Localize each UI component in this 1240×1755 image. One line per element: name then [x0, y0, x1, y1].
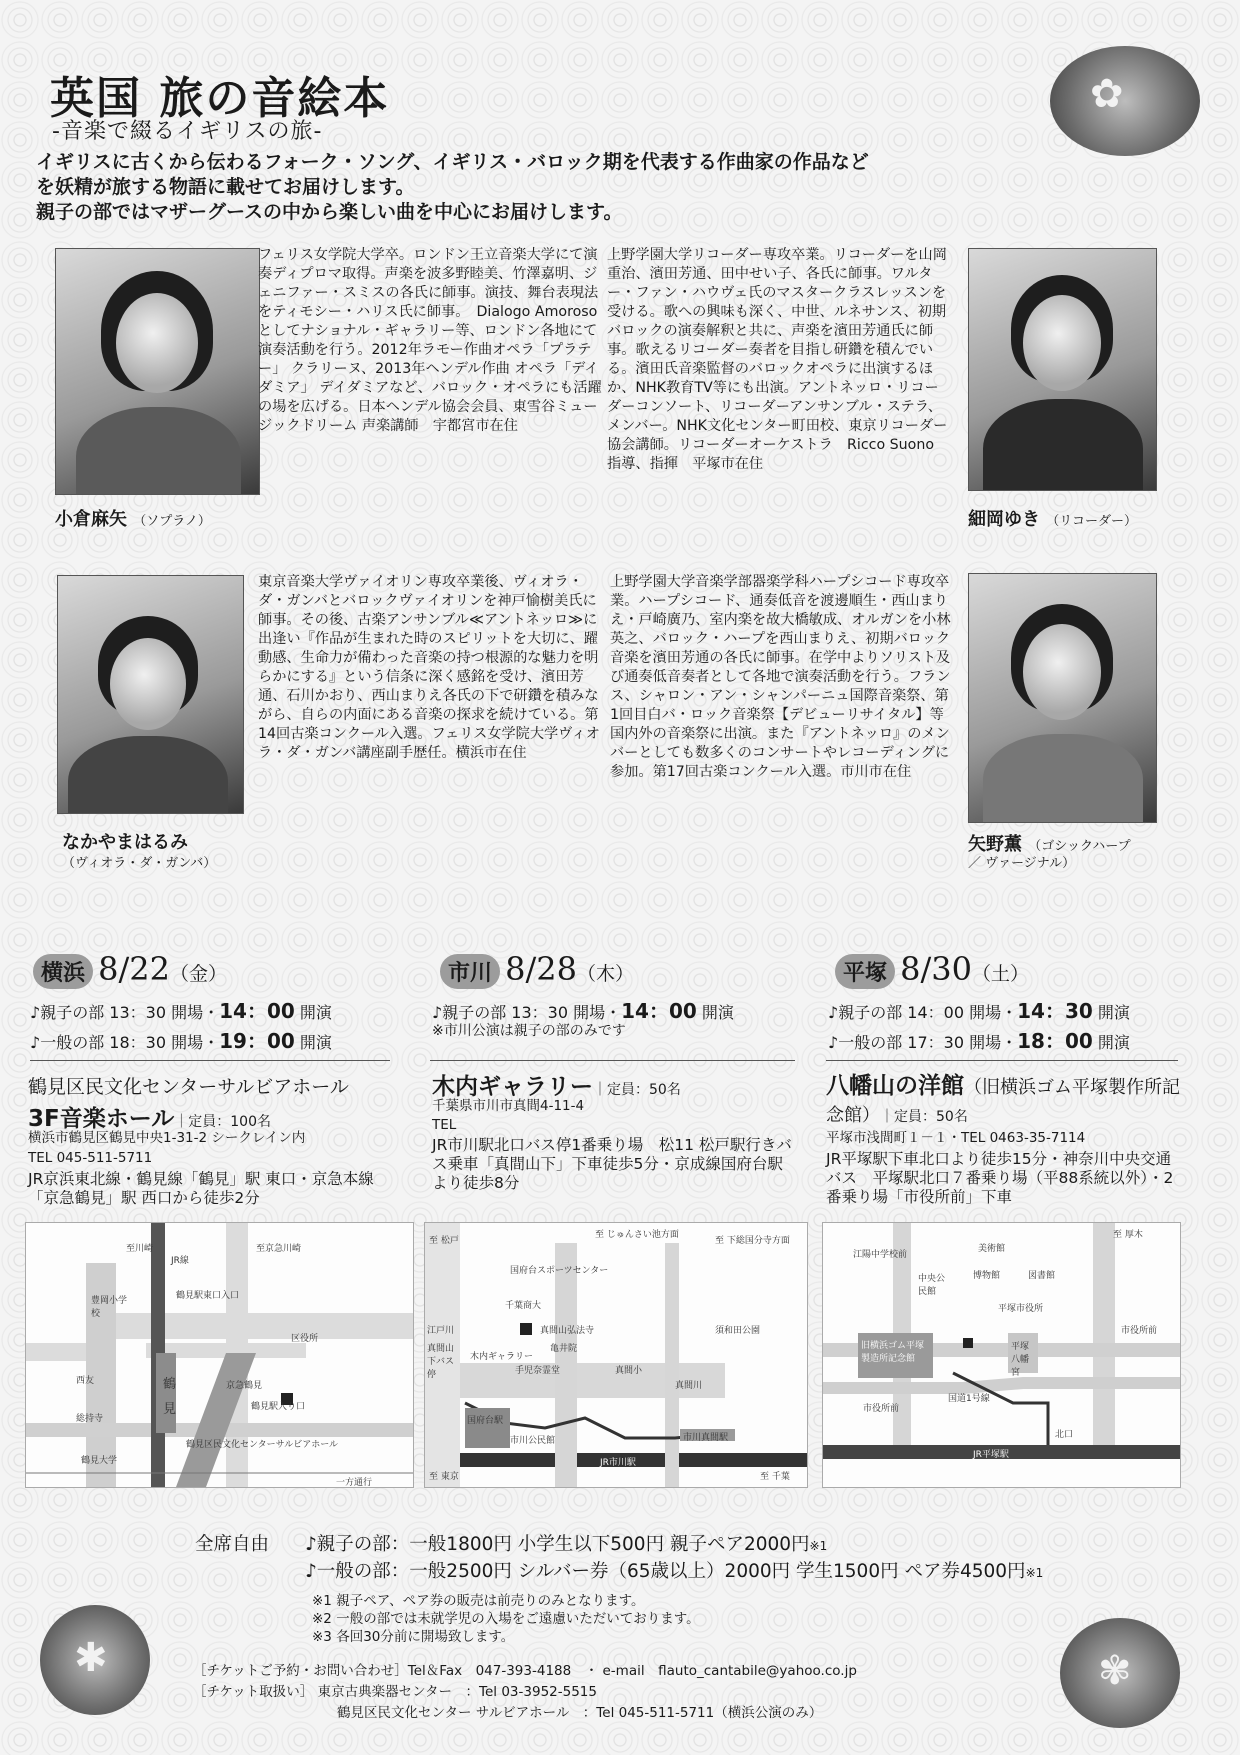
map-label: 江戸川 [427, 1326, 455, 1336]
performer-bio-nakayama: 東京音楽大学ヴァイオリン専攻卒業後、ヴィオラ・ダ・ガンバとバロックヴァイオリンを神戸愉樹美氏に師事。その後、古楽アンサンブル≪アントネッロ≫に出逢い『作品が生まれた時のスピリットを大切に、躍動感、生命力が備わった音楽の持つ根源的な魅力を明らかにする』という信条に深く感銘を受け、濱田芳通、石川かおり、西山まりえ各氏の下で研鑽を積みながら、自らの内面にある音楽の探求を続けている。第14回古楽コンクール入選。フェリス女学院大学ヴィオラ・ダ・ガンバ講座副手歴任。横浜市在住 [258, 574, 600, 761]
map-label: JR平塚駅 [973, 1450, 1009, 1460]
map-label: 京急鶴見 [226, 1381, 263, 1391]
hall-room-yokohama: 3F音楽ホール｜定員：100名 [28, 1106, 271, 1132]
venue-date-yokohama: 横浜 8/22（金） [33, 950, 227, 989]
map-label: 国府台スポーツセンター [510, 1266, 609, 1276]
map-label: 真間山下バス停 [427, 1344, 455, 1380]
map-label: 見 [163, 1402, 177, 1417]
butterfly-illustration: ✾ [1060, 1618, 1180, 1728]
map-label: 手児奈霊堂 [515, 1366, 561, 1376]
hall-tel-yokohama: TEL 045-511-5711 [28, 1150, 153, 1166]
divider [826, 1060, 1178, 1061]
price-ippan: ♪一般の部：一般2500円 シルバー券（65歳以上）2000円 学生1500円 ペア券4500円※1 [305, 1561, 1044, 1582]
map-label: 平塚市役所 [998, 1304, 1044, 1314]
performer-name-nakayama: なかやまはるみ [62, 832, 188, 853]
map-label: 至 千葉 [760, 1472, 790, 1482]
map-label: 至 東京 [429, 1472, 459, 1482]
hall-name-hiratsuka: 八幡山の洋館（旧横浜ゴム平塚製作所記念館）｜定員：50名 [826, 1073, 1180, 1126]
map-label: 鶴見駅入り口 [251, 1402, 306, 1412]
price-all-seats-label: 全席自由 [195, 1534, 270, 1555]
performer-photo-hosooka [968, 248, 1157, 491]
map-label: 木内ギャラリー [470, 1352, 534, 1362]
performer-bio-ogura: フェリス女学院大学卒。ロンドン王立音楽大学にて演奏ディプロマ取得。声楽を波多野睦美、竹澤嘉明、ジェニファー・スミスの各氏に師事。演技、舞台表現法をティモシー・ハリス氏に師事。 Dialogo Amorosoとしてナショナル・ギャラリー等、ロンドン各地にて演奏活動を行う。2012年ラモー作曲オペラ「プラテー」 クラリーヌ、2013年ヘンデル作曲 オペラ「デイダミア」 デイダミアなど、バロック・オペラにも活躍の場を広げる。日本ヘンデル協会会員、東雪谷ミュージックドリーム 声楽講師 宇都宮市在住 [258, 247, 602, 434]
performer-name-hosooka: 細岡ゆき （リコーダー） [968, 509, 1138, 530]
performer-instrument-nakayama: （ヴィオラ・ダ・ガンバ） [62, 856, 217, 871]
contact-reservation: ［チケットご予約・お問い合わせ］Tel＆Fax 047-393-4188 ・ e-mail flauto_cantabile@yahoo.co.jp [193, 1663, 857, 1679]
divider [430, 1060, 795, 1061]
map-label: 至 厚木 [1113, 1230, 1143, 1240]
performer-bio-hosooka: 上野学園大学リコーダー専攻卒業。リコーダーを山岡重治、濱田芳通、田中せい子、各氏に師事。ワルター・ファン・ハウヴェ氏のマスタークラスレッスンを受ける。歌への興味も深く、中世、ルネサンス、初期バロックの演奏解釈と共に、声楽を濱田芳通氏に師事。歌えるリコーダー奏者を目指し研鑽を積んでいる。濱田氏音楽監督のバロックオペラに出演するほか、NHK教育TV等にも出演。アントネッロ・リコーダーコンソート、リコーダーアンサンブル・ステラ、メンバー。NHK文化センター町田校、東京リコーダー協会講師。リコーダーオーケストラ Ricco Suono 指導、指揮 平塚市在住 [607, 247, 948, 472]
ichikawa-note: ※市川公演は親子の部のみです [432, 1023, 626, 1039]
hall-address-yokohama: 横浜市鶴見区鶴見中央1-31-2 シークレイン内 [28, 1130, 306, 1146]
map-label: 総持寺 [76, 1414, 104, 1424]
map-label: 一方通行 [336, 1478, 373, 1488]
performer-photo-ogura [55, 248, 260, 495]
map-label: 博物館 [973, 1271, 1001, 1281]
map-label: 真間小 [615, 1366, 643, 1376]
session-oyako-yokohama: ♪親子の部 13：30 開場・14：00 開演 [30, 999, 332, 1023]
page-subtitle: -音楽で綴るイギリスの旅- [52, 119, 323, 144]
map-label: 真間川 [675, 1381, 703, 1391]
contact-ticket-outlet-2: 鶴見区民文化センター サルビアホール ：Tel 045-511-5711（横浜公演のみ） [337, 1705, 823, 1721]
map-label: 市川公民館 [510, 1436, 556, 1446]
session-ippan-hiratsuka: ♪一般の部 17：30 開場・18：00 開演 [828, 1029, 1130, 1053]
map-label: 区役所 [291, 1334, 319, 1344]
divider [30, 1060, 390, 1061]
hall-address-ichikawa: 千葉県市川市真間4-11-4 [432, 1098, 585, 1114]
map-label: 美術館 [978, 1244, 1006, 1254]
hall-name-ichikawa: 木内ギャラリー｜定員：50名 [432, 1074, 681, 1100]
performer-instrument-yano-2: ／ ヴァージナル） [968, 856, 1076, 871]
map-label: 鶴見区民文化センターサルビアホール [186, 1440, 339, 1450]
performer-bio-yano: 上野学園大学音楽学部器楽学科ハープシコード専攻卒業。ハープシコード、通奏低音を渡邊順生・西山まりえ・戸崎廣乃、室内楽を故大橋敏成、オルガンを小林英之、バロック・ハープを西山まりえ、初期バロック音楽を濱田芳通の各氏に師事。在学中よりソリスト及び通奏低音奏者として各地で演奏活動を行う。フランス、シャロン・アン・シャンパーニュ国際音楽祭、第1回目白バ・ロック音楽祭【デビューリサイタル】等国内外の音楽祭に出演。また『アントネッロ』のメンバーとしても数多くのコンサートやレコーディングに参加。第17回古楽コンクール入選。市川市在住 [610, 574, 951, 780]
map-label: 国府台駅 [467, 1416, 504, 1426]
map-label: 平塚八幡宮 [1011, 1342, 1030, 1378]
map-label: 至川崎 [126, 1244, 154, 1254]
map-label: 須和田公園 [715, 1326, 761, 1336]
map-label: 千葉商大 [505, 1301, 542, 1311]
performer-name-ogura: 小倉麻矢 （ソプラノ） [55, 509, 211, 530]
map-label: 江陽中学校前 [853, 1250, 908, 1260]
hall-tel-ichikawa: TEL [432, 1117, 457, 1133]
map-label: 国道1号線 [948, 1394, 990, 1404]
hall-name-yokohama: 鶴見区民文化センターサルビアホール [28, 1076, 349, 1098]
session-oyako-ichikawa: ♪親子の部 13：30 開場・14：00 開演 [432, 999, 734, 1023]
map-label: JR市川駅 [600, 1458, 636, 1468]
performer-name-yano: 矢野薫 （ゴシックハープ [968, 834, 1131, 855]
map-yokohama [25, 1222, 414, 1488]
hall-address-hiratsuka: 平塚市浅間町１－１・TEL 0463-35-7114 [826, 1130, 1086, 1146]
intro-text: イギリスに古くから伝わるフォーク・ソング、イギリス・バロック期を代表する作曲家の作品など を妖精が旅する物語に載せてお届けします。 親子の部ではマザーグースの中から楽しい曲を中心にお届けします。 [36, 151, 869, 223]
map-label: JR線 [171, 1256, 189, 1266]
notes: ※1 親子ペア、ペア券の販売は前売りのみとなります。 ※2 一般の部では未就学児の入場をご遠慮いただいております。 ※3 各回30分前に開場致します。 [312, 1593, 700, 1645]
map-label: 旧横浜ゴム平塚製造所記念館 [861, 1341, 925, 1364]
contact-ticket-outlet: ［チケット取扱い］ 東京古典楽器センター ：Tel 03-3952-5515 [193, 1684, 597, 1700]
map-label: 至 下総国分寺方面 [715, 1236, 790, 1246]
map-label: 鶴見大学 [81, 1456, 118, 1466]
fairy-illustration: ✿ [1050, 46, 1200, 156]
map-label: 鶴 [163, 1377, 177, 1392]
map-label: 西友 [76, 1376, 95, 1386]
hall-access-yokohama: JR京浜東北線・鶴見線「鶴見」駅 東口・京急本線「京急鶴見」駅 西口から徒歩2分 [28, 1170, 374, 1207]
map-label: 中央公民館 [918, 1274, 946, 1297]
performer-photo-nakayama [57, 575, 244, 814]
map-label: 至京急川崎 [256, 1244, 302, 1254]
venue-date-ichikawa: 市川 8/28（木） [440, 950, 634, 989]
price-oyako: ♪親子の部：一般1800円 小学生以下500円 親子ペア2000円※1 [305, 1534, 828, 1555]
session-oyako-hiratsuka: ♪親子の部 14：00 開場・14：30 開演 [828, 999, 1130, 1023]
map-label: 市役所前 [1121, 1326, 1158, 1336]
hall-access-ichikawa: JR市川駅北口バス停1番乗り場 松11 松戸駅行きバス乗車「真間山下」下車徒歩5分・京成線国府台駅より徒歩8分 [432, 1136, 792, 1192]
map-label: 亀井院 [550, 1344, 578, 1354]
map-ichikawa [424, 1222, 808, 1488]
page-title: 英国 旅の音絵本 [50, 73, 390, 124]
map-label: 北口 [1055, 1430, 1074, 1440]
venue-date-hiratsuka: 平塚 8/30（土） [835, 950, 1029, 989]
map-label: 鶴見駅東口入口 [176, 1291, 240, 1301]
map-label: 図書館 [1028, 1271, 1056, 1281]
map-label: 至 じゅんさい池方面 [595, 1230, 679, 1240]
map-label: 至 松戸 [429, 1236, 459, 1246]
map-label: 市役所前 [863, 1404, 900, 1414]
performer-photo-yano [968, 573, 1157, 823]
session-ippan-yokohama: ♪一般の部 18：30 開場・19：00 開演 [30, 1029, 332, 1053]
hall-access-hiratsuka: JR平塚駅下車北口より徒歩15分・神奈川中央交通バス 平塚駅北口７番乗り場（平88系統以外）・2番乗り場「市役所前」下車 [826, 1150, 1174, 1206]
map-hiratsuka [822, 1222, 1181, 1488]
map-label: 豊岡小学校 [91, 1296, 128, 1319]
bee-illustration: ✱ [40, 1605, 150, 1715]
map-label: 真間山弘法寺 [540, 1326, 595, 1336]
map-label: 市川真間駅 [683, 1433, 729, 1443]
